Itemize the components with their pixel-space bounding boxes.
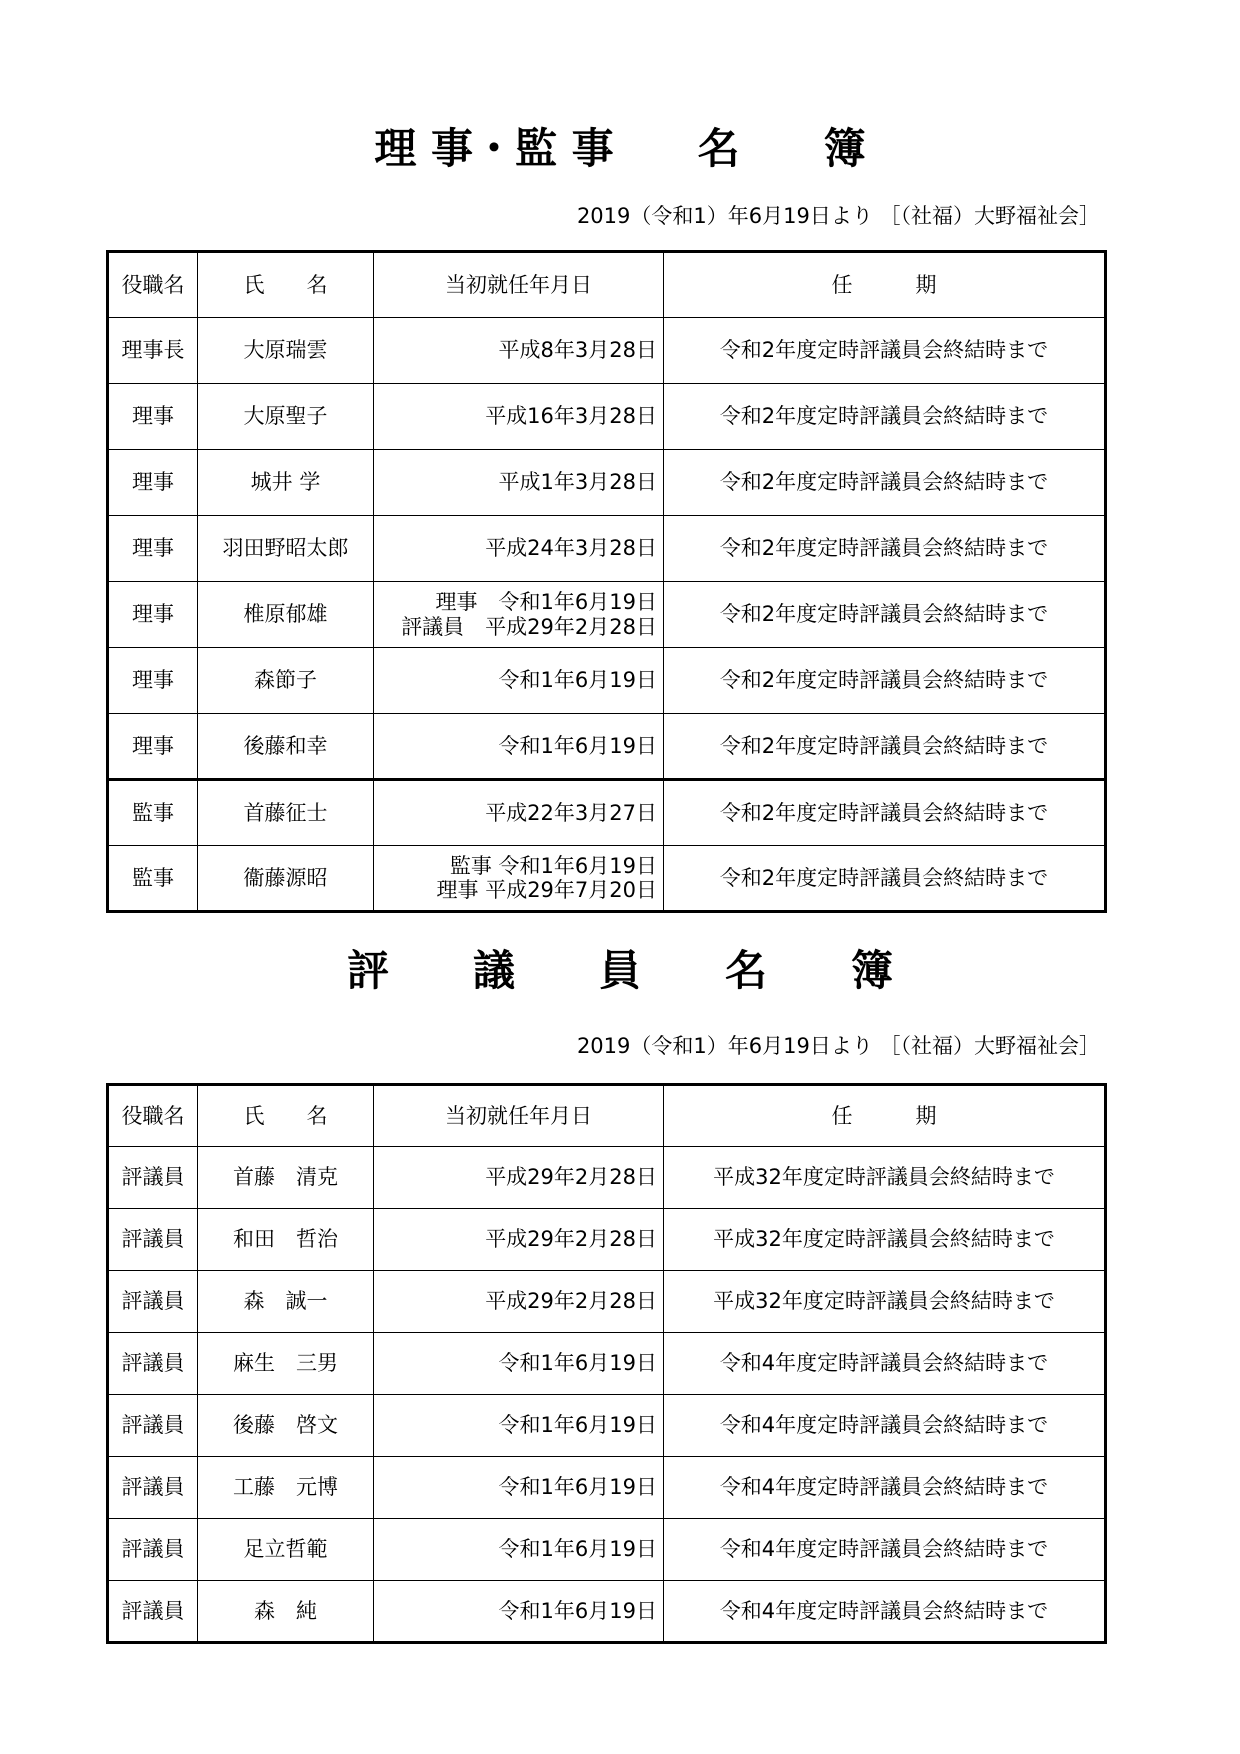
name-cell: 和田 哲治 [198,1209,374,1271]
role-cell: 理事 [108,384,198,450]
name-cell: 森節子 [198,648,374,714]
header-role: 役職名 [108,252,198,318]
role-cell: 理事長 [108,318,198,384]
term-cell: 平成32年度定時評議員会終結時まで [664,1271,1106,1333]
table-row [108,582,1106,648]
term-cell: 令和2年度定時評議員会終結時まで [664,450,1106,516]
table-row [108,516,1106,582]
role-cell: 監事 [108,846,198,912]
start-date-cell: 平成29年2月28日 [374,1271,664,1333]
name-cell: 工藤 元博 [198,1457,374,1519]
role-cell: 評議員 [108,1333,198,1395]
start-date-line: 評議員 平成29年2月28日 [401,614,657,639]
term-cell: 令和4年度定時評議員会終結時まで [664,1581,1106,1643]
term-cell: 令和2年度定時評議員会終結時まで [664,648,1106,714]
header-name: 氏 名 [198,252,374,318]
table-row [108,318,1106,384]
role-cell: 理事 [108,516,198,582]
name-cell: 城井 学 [198,450,374,516]
table-row [108,1333,1106,1395]
term-cell: 令和2年度定時評議員会終結時まで [664,780,1106,846]
name-cell: 後藤 啓文 [198,1395,374,1457]
start-date-cell: 平成29年2月28日 [374,1209,664,1271]
term-cell: 令和2年度定時評議員会終結時まで [664,318,1106,384]
term-cell: 平成32年度定時評議員会終結時まで [664,1147,1106,1209]
table-row [108,1209,1106,1271]
role-cell: 理事 [108,582,198,648]
start-date-cell: 令和1年6月19日 [374,1395,664,1457]
name-cell: 森 誠一 [198,1271,374,1333]
councilors-subtitle: 2019（令和1）年6月19日より ［（社福）大野福祉会］ [576,1034,1100,1058]
start-date-cell: 令和1年6月19日 [374,1519,664,1581]
table-row [108,780,1106,846]
table-row [108,1581,1106,1643]
header-start-date: 当初就任年月日 [374,252,664,318]
start-date-cell: 令和1年6月19日 [374,648,664,714]
start-date-line: 理事 令和1年6月19日 [435,590,657,615]
table-row [108,714,1106,780]
officers-subtitle: 2019（令和1）年6月19日より ［（社福）大野福祉会］ [576,204,1100,228]
councilors-title: 評 議 員 名 簿 [346,946,893,995]
table-row [108,450,1106,516]
start-date-cell [374,846,664,912]
name-cell: 麻生 三男 [198,1333,374,1395]
name-cell: 足立哲範 [198,1519,374,1581]
role-cell: 評議員 [108,1581,198,1643]
term-cell: 令和4年度定時評議員会終結時まで [664,1519,1106,1581]
start-date-cell: 令和1年6月19日 [374,714,664,780]
councilors-table [106,1083,1107,1644]
start-date-cell: 平成1年3月28日 [374,450,664,516]
name-cell: 大原聖子 [198,384,374,450]
term-cell: 平成32年度定時評議員会終結時まで [664,1209,1106,1271]
name-cell: 首藤征士 [198,780,374,846]
start-date-cell: 平成22年3月27日 [374,780,664,846]
header-role: 役職名 [108,1085,198,1147]
table-row [108,846,1106,912]
term-cell: 令和4年度定時評議員会終結時まで [664,1395,1106,1457]
table-row [108,1519,1106,1581]
term-cell: 令和2年度定時評議員会終結時まで [664,384,1106,450]
table-header-row [108,1085,1106,1147]
start-date-cell: 平成29年2月28日 [374,1147,664,1209]
start-date-cell: 平成8年3月28日 [374,318,664,384]
role-cell: 評議員 [108,1271,198,1333]
role-cell: 評議員 [108,1147,198,1209]
officers-title: 理 事・監 事 名 簿 [374,124,866,173]
table-row [108,1271,1106,1333]
role-cell: 理事 [108,714,198,780]
start-date-cell: 平成24年3月28日 [374,516,664,582]
officers-table [106,250,1107,913]
role-cell: 評議員 [108,1209,198,1271]
name-cell: 羽田野昭太郎 [198,516,374,582]
header-start-date: 当初就任年月日 [374,1085,664,1147]
table-row [108,1457,1106,1519]
table-row [108,1395,1106,1457]
role-cell: 評議員 [108,1395,198,1457]
term-cell: 令和2年度定時評議員会終結時まで [664,846,1106,912]
start-date-cell: 令和1年6月19日 [374,1581,664,1643]
name-cell: 椎原郁雄 [198,582,374,648]
start-date-cell: 平成16年3月28日 [374,384,664,450]
name-cell: 森 純 [198,1581,374,1643]
start-date-cell: 令和1年6月19日 [374,1333,664,1395]
term-cell: 令和4年度定時評議員会終結時まで [664,1333,1106,1395]
term-cell: 令和2年度定時評議員会終結時まで [664,714,1106,780]
role-cell: 評議員 [108,1457,198,1519]
table-header-row [108,252,1106,318]
header-name: 氏 名 [198,1085,374,1147]
term-cell: 令和4年度定時評議員会終結時まで [664,1457,1106,1519]
table-row [108,648,1106,714]
role-cell: 理事 [108,648,198,714]
role-cell: 監事 [108,780,198,846]
role-cell: 理事 [108,450,198,516]
term-cell: 令和2年度定時評議員会終結時まで [664,516,1106,582]
header-term: 任 期 [664,252,1106,318]
term-cell: 令和2年度定時評議員会終結時まで [664,582,1106,648]
header-term: 任 期 [664,1085,1106,1147]
role-cell: 評議員 [108,1519,198,1581]
start-date-cell [374,582,664,648]
name-cell: 首藤 清克 [198,1147,374,1209]
name-cell: 大原瑞雲 [198,318,374,384]
start-date-line: 監事 令和1年6月19日 [449,853,657,878]
name-cell: 衞藤源昭 [198,846,374,912]
table-row [108,1147,1106,1209]
start-date-line: 理事 平成29年7月20日 [436,878,657,902]
table-row [108,384,1106,450]
name-cell: 後藤和幸 [198,714,374,780]
start-date-cell: 令和1年6月19日 [374,1457,664,1519]
